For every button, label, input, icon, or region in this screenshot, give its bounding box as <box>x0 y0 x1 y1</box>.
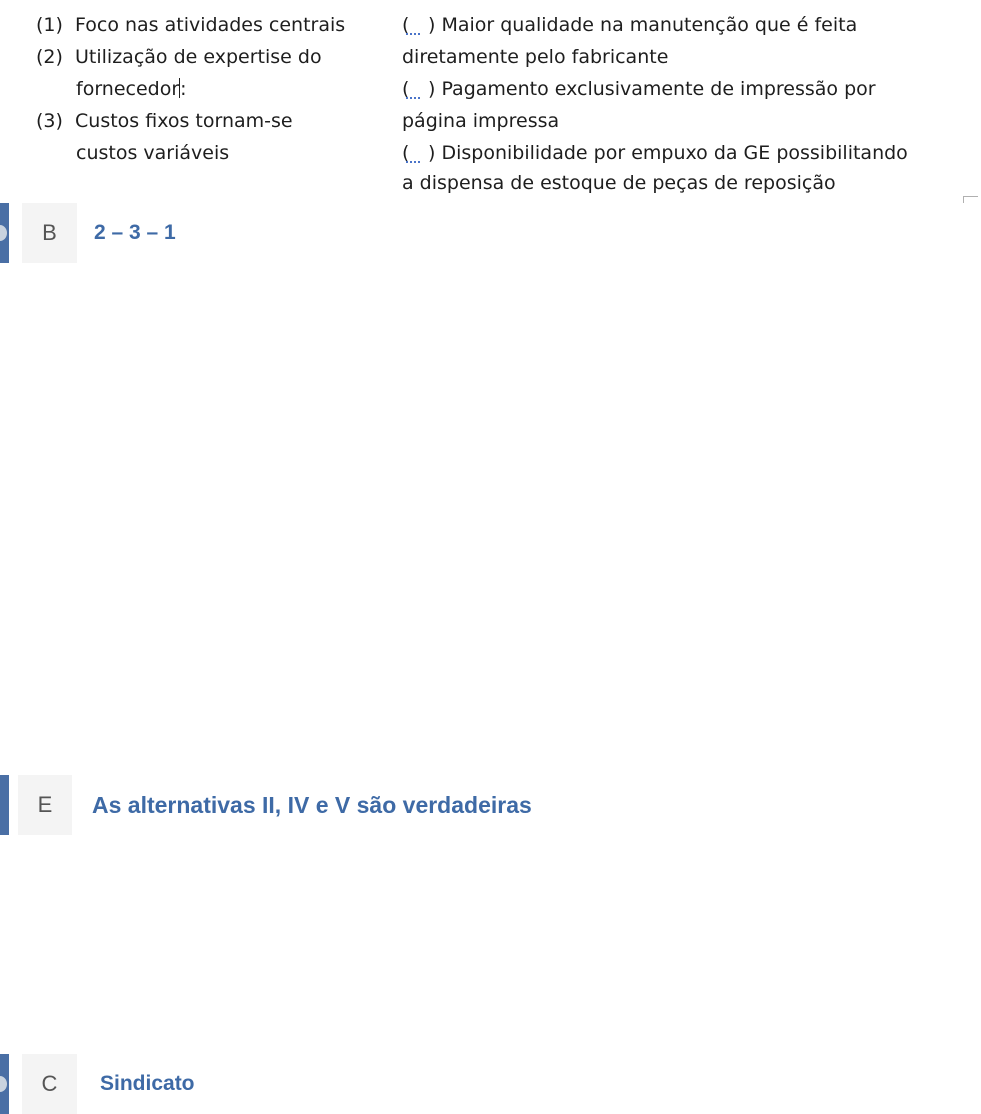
right-item-3 <box>402 142 908 164</box>
left-item-number: (1) <box>36 14 63 36</box>
option-letter: C <box>22 1054 77 1114</box>
answer-option-b[interactable] <box>0 203 981 263</box>
right-item-line2: diretamente pelo fabricante <box>402 46 669 68</box>
left-item-text: Foco nas atividades centrais <box>75 14 346 36</box>
answer-option-e[interactable] <box>0 775 981 835</box>
question-image <box>0 0 981 200</box>
blank-field <box>402 14 428 36</box>
right-item-2-line2 <box>402 110 559 132</box>
answer-option-c[interactable] <box>0 1054 981 1114</box>
blank-field <box>402 142 428 164</box>
blank-field <box>402 78 428 100</box>
left-item-3 <box>36 110 293 132</box>
left-item-2-continuation <box>76 78 187 100</box>
right-item-line1: ) Maior qualidade na manutenção que é feita <box>428 14 858 36</box>
option-letter: B <box>22 203 77 263</box>
left-item-1 <box>36 14 345 36</box>
right-item-1 <box>402 14 857 36</box>
right-item-1-line2 <box>402 46 668 68</box>
option-text: As alternativas II, IV e V são verdadeiras <box>92 791 532 818</box>
option-text: Sindicato <box>100 1072 195 1095</box>
left-item-number: (2) <box>36 46 63 68</box>
left-item-cont-text: fornecedor <box>76 78 180 100</box>
left-item-number: (3) <box>36 110 63 132</box>
option-accent-bar <box>0 203 22 263</box>
right-item-2 <box>402 78 876 100</box>
right-item-3-line2 <box>402 172 836 194</box>
option-accent-bar <box>0 1054 22 1114</box>
left-item-cont-suffix: : <box>180 78 187 100</box>
left-item-2 <box>36 46 322 68</box>
accent-stripe <box>0 775 9 835</box>
left-item-cont-text: custos variáveis <box>76 142 230 164</box>
right-item-line1: ) Disponibilidade por empuxo da GE possibilitando <box>428 142 908 164</box>
left-item-text: Custos fixos tornam-se <box>75 110 293 132</box>
left-item-text: Utilização de expertise do <box>75 46 322 68</box>
left-item-3-continuation <box>76 142 229 164</box>
right-item-line2: página impressa <box>402 110 560 132</box>
resize-corner-mark <box>963 196 978 203</box>
option-letter: E <box>18 775 72 835</box>
right-item-line1: ) Pagamento exclusivamente de impressão por <box>428 78 876 100</box>
option-text: 2 – 3 – 1 <box>94 221 176 244</box>
right-item-line2: a dispensa de estoque de peças de reposição <box>402 172 836 194</box>
